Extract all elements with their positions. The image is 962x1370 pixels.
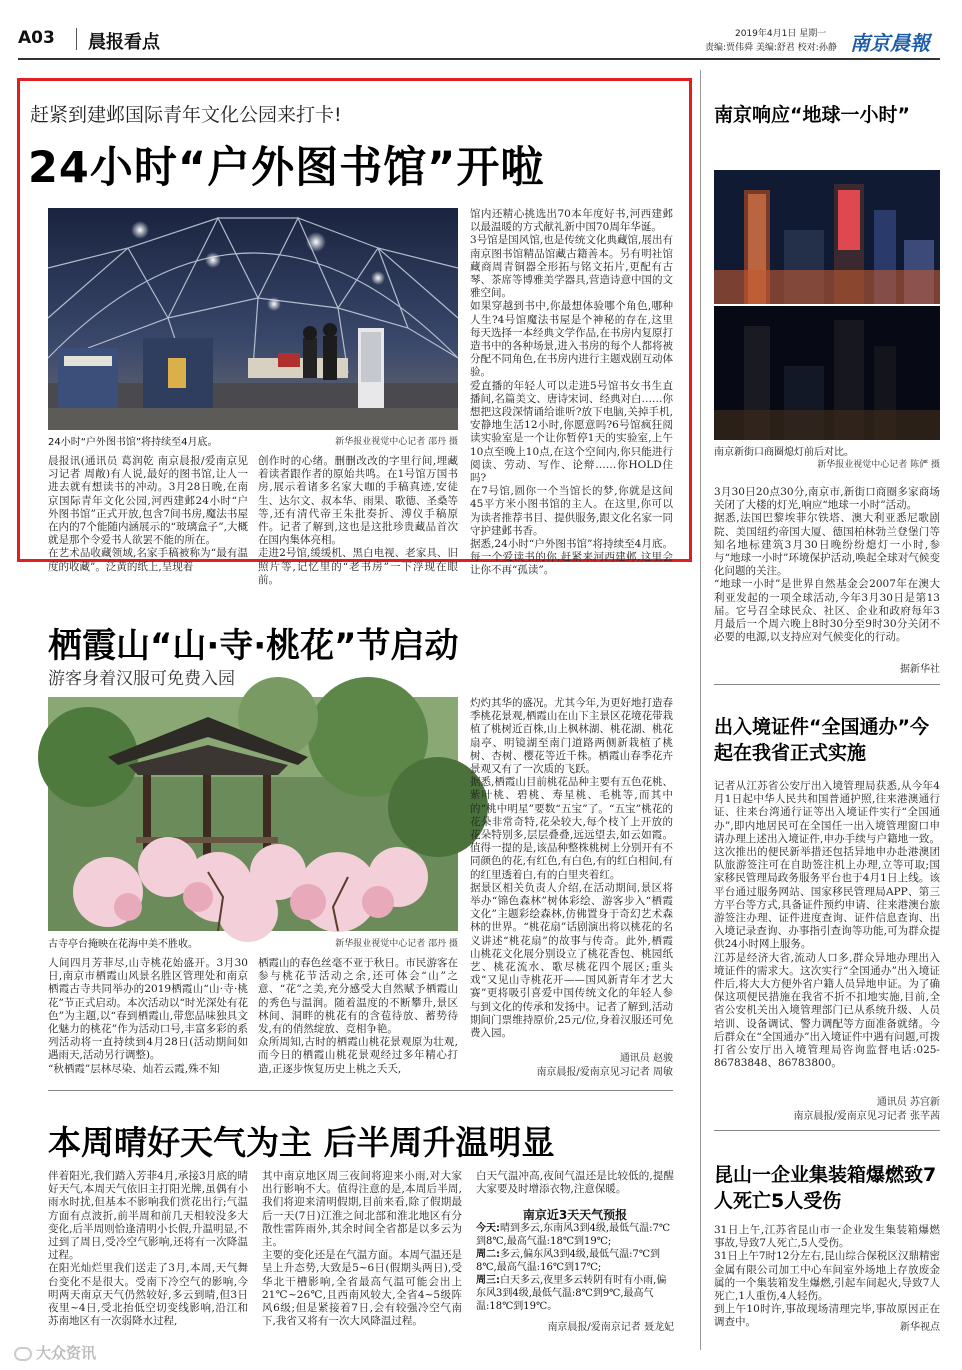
header-rule: [18, 58, 940, 60]
side-divider: [714, 1130, 940, 1131]
qixia-column-right: 灼灼其华的盛况。尤其今年,为更好地打造春季桃花景观,栖霞山在山下主景区花境花带栽植了桃树近百株,山上枫林湖、桃花湖、桃花扇亭、明镜湖至南门道路两侧新栽植了桃树、杏树、樱花等近千株。栖霞山春季花卉景观又有了一次质的飞跃。 据悉,栖霞山目前桃花品种主要有五色花桃、紫叶桃、碧桃、寿星桃、毛桃等,而其中的“桃中明星”要数“五宝”了。“五宝”桃花的花朵非常奇特,花朵较大,每个枝丫上开放的花朵特别多,层层叠叠,远远望去,如云如霞。值得一提的是,该品种整株桃树上分别开有不同颜色的花,有红色,有白色,有的红白相间,有的红里透着白,有的白里夹着红。 据景区相关负责人介绍,在活动期间,景区将举办“锦色森林”树体彩绘、游客步入“栖霞文化”主题彩绘森林,仿佛置身于奇幻艺术森林的世界。“桃花扇”话剧演出将以桃花的名义讲述“桃花扇”的故事与传奇。此外,栖霞山桃花文化展分别设立了桃花香包、桃园纸艺、桃花流水、歌尽桃花四个展区;重头戏“又见山寺桃花开——国风新青年才艺大赛”更将吸引喜爱中国传统文化的年轻人参与到文化的传承和发扬中。记者了解到,活动期间门票维持原价,25元/位,身着汉服还可免费入园。: [470, 697, 673, 1040]
qixia-subtitle: 游客身着汉服可免费入园: [48, 669, 235, 689]
watermark-icon: [14, 1347, 32, 1361]
forecast-item: 周二:多云,偏东风3到4级,最低气温:7℃到8℃,最高气温:16℃到17℃;: [476, 1249, 660, 1273]
side1-body: 3月30日20点30分,南京市,新街口商圈多家商场关闭了大楼的灯光,响应“地球一小时”活动。 据悉,法国巴黎埃菲尔铁塔、澳大利亚悉尼歌剧院、美国纽约帝国大厦、德国柏林勃兰登堡门等知名地标建筑3月30日晚纷纷熄灯一小时,参与“地球一小时”环境保护活动,唤起全球对气候变化问题的关注。 “地球一小时”是世界自然基金会2007年在澳大利亚发起的一项全球活动,今年3月30日是第13届。它号召全球民众、社区、企业和政府每年3月最后一个周六晚上8时30分至9时30分关闭不必要的电源,以支持应对气候变化的行动。: [714, 486, 940, 644]
side3-byline: 新华视点: [900, 1322, 940, 1333]
side2-byline-1: 通讯员 苏宫新: [876, 1097, 940, 1108]
side2-byline-2: 南京晨报/爱南京见习记者 张芊茜: [793, 1111, 940, 1122]
section-name: 晨报看点: [88, 32, 160, 53]
qixia-byline-1: 通讯员 赵骏: [619, 1053, 673, 1064]
side1-photo-credit: 新华报业视觉中心记者 陈俨 摄: [817, 460, 940, 470]
caption-text: 24小时“户外图书馆”将持续至4月底。: [48, 437, 218, 448]
caption-text: 古寺亭台掩映在花海中美不胜收。: [48, 939, 198, 950]
qixia-photo-caption: [48, 935, 458, 950]
lead-title: 24小时“户外图书馆”开啦: [28, 143, 545, 193]
section-divider: [48, 1090, 673, 1091]
page-number: A03: [18, 28, 55, 48]
forecast-title: 南京近3天天气预报: [522, 1208, 628, 1222]
qixia-photo: [48, 697, 458, 931]
lead-column-right: 馆内还精心挑选出70本年度好书,河西建邺以最温暖的方式献礼新中国70周年华诞。 3号馆是国风馆,也是传统文化典藏馆,展出有南京图书馆精品馆藏古籍善本。另有明社馆藏商周青铜器全形拓与铭文拓片,更配有古琴、茶席等博雅美学器具,营造诗意中国的文雅空间。 如果穿越到书中,你最想体验哪个角色,哪种人生?4号馆魔法书屋是个神秘的存在,这里每天选择一本经典文学作品,在书房内复原打造书中的各种场景,进入书房的每个人都将被分配不同角色,在书房内进行主题戏剧互动体验。 爱直播的年轻人可以走进5号馆书女书生直播间,名篇美文、唐诗宋词、经典对白……你想把这段深情诵给谁听?放下电脑,关掉手机,安静地生活12小时,你愿意吗?6号馆疯狂阅读实验室是一个让你暂停1天的实验室,上午10点至晚上10点,在这个空间内,你只能进行阅读、劳动、写作、论辩……你HOLD住吗? 在7号馆,圆你一个当馆长的梦,你就是这间45平方米小图书馆的主人。在这里,你可以为读者推荐书目、提供服务,跟文化名家一同守护建邺书香。 据悉,24小时“户外图书馆”将持续至4月底。每一个爱读书的你,赶紧来河西建邺,这里会让你不再“孤读”。: [470, 208, 673, 577]
side3-body: 31日上午,江苏省昆山市一企业发生集装箱爆燃事故,导致7人死亡,5人受伤。 31日上午7时12分左右,昆山综合保税区汉鼎精密金属有限公司加工中心车间室外场地上存放废金属的一个集装箱发生爆燃,引起车间起火,导致7人死亡,1人重伤,4人轻伤。 到上午10时许,事故现场清理完毕,事故原因正在调查中。: [714, 1224, 940, 1329]
masthead-logo: 南京晨報: [850, 31, 930, 55]
side1-byline: 据新华社: [900, 664, 940, 675]
column-divider: [700, 70, 701, 1350]
side1-photo: [714, 170, 940, 440]
lead-photo: [48, 208, 458, 430]
qixia-title: 栖霞山“山·寺·桃花”节启动: [48, 626, 459, 666]
weather-title: 本周晴好天气为主 后半周升温明显: [48, 1123, 555, 1162]
weather-column-3: 白天气温冲高,夜间气温还是比较低的,提醒大家要及时增添衣物,注意保暖。: [476, 1170, 674, 1196]
forecast-item: 今天:晴到多云,东南风3到4级,最低气温:7℃到8℃,最高气温:18℃到19℃;: [476, 1223, 670, 1247]
qixia-column-left: 人间四月芳菲尽,山寺桃花始盛开。3月30日,南京市栖霞山风景名胜区管理处和南京栖霞古寺共同举办的2019栖霞山“山·寺·桃花”节正式启动。本次活动以“时光深处有花色”为主题,以“春到栖霞山,带您品味独具文化魅力的桃花”作为活动口号,丰富多彩的系列活动将一直持续到4月28日(活动期间如遇雨天,活动另行调整)。 “秋栖霞”层林尽染、灿若云霞,殊不知: [48, 957, 248, 1075]
weather-column-1: 伴着阳光,我们踏入芳菲4月,承接3月底的晴好天气,本周天气依旧主打阳光牌,虽偶有小雨水时扰,但基本不影响我们赏花出行;气温方面有点波折,前半周和前几天相较没多大变化,后半周则恰逢清明小长假,升温明显,不过到了周日,受冷空气影响,还将有一次降温过程。 在阳光灿烂里我们送走了3月,本周,天气舞台变化不是很大。受南下冷空气的影响,今明两天南京天气仍然较好,多云到晴,但3日夜里~4日,受北抬低空切变线影响,沿江和苏南地区有一次弱降水过程,: [48, 1170, 248, 1328]
watermark: 大众资讯: [14, 1342, 96, 1363]
forecast-list: [476, 1222, 674, 1313]
side1-photo-caption: 南京新街口商圈熄灯前后对比。: [714, 447, 854, 458]
qixia-byline-2: 南京晨报/爱南京见习记者 周敏: [536, 1067, 673, 1078]
side1-title: 南京响应“地球一小时”: [714, 104, 910, 126]
side2-title: 出入境证件“全国通办”今起在我省正式实施: [714, 716, 929, 764]
forecast-item: 周三:白天多云,夜里多云转阴有时有小雨,偏东风3到4级,最低气温:8℃到9℃,最高气温:18℃到19℃。: [476, 1275, 667, 1312]
weather-byline: 南京晨报/爱南京记者 聂龙妃: [547, 1322, 674, 1333]
issue-date: 2019年4月1日 星期一: [735, 29, 827, 39]
header-divider: [76, 28, 77, 50]
lead-photo-caption: [48, 433, 458, 448]
side2-body: 记者从江苏省公安厅出入境管理局获悉,从今年4月1日起中华人民共和国普通护照,往来港澳通行证、往来台湾通行证等出入境证件实行“全国通办”,即内地居民可在全国任一出入境管理窗口申请办理上述出入境证件,申办手续与户籍地一致。这次推出的便民新举措还包括异地申办赴港澳团队旅游签注可在自助签注机上办理,立等可取;国家移民管理局政务服务平台也于4月1日上线。该平台通过服务网站、国家移民管理局APP、第三方平台等方式,具备证件预约申请、往来港澳台旅游签注办理、证件进度查询、证件信息查询、出入境记录查询、办事指引查询等功能,可为群众提供24小时网上服务。 江苏是经济大省,流动人口多,群众异地办理出入境证件的需求大。这次实行“全国通办”出入境证件后,将大大方便外省户籍人员异地申证。为了确保这项便民措施在我省不折不扣地实施,目前,全省公安机关出入境管理部门已从系统升级、人员培训、设备调试、警力调配等方面准备就绪。今后群众在“全国通办”出入境证件中遇有问题,可拨打省公安厅出入境管理局咨询监督电话:025-86783848、86783800。: [714, 780, 940, 1070]
photo-credit: 新华报业视觉中心记者 邵丹 摄: [335, 437, 458, 447]
lead-column-left: 晨报讯(通讯员 葛润乾 南京晨报/爱南京见习记者 周敞)有人说,最好的图书馆,让人一进去就有想读书的冲动。3月28日晚,在南京国际青年文化公园,河西建邺24小时“户外图书馆”正式开放,包含7间书房,魔法书屋在内的7个能随内涵展示的“玻璃盒子”,大概就是那个令爱书人欲罢不能的所在。 在艺术品收藏领域,名家手稿被称为“最有温度的收藏”。泛黄的纸上,呈现着: [48, 455, 248, 573]
lead-column-mid: 创作时的心绪。删删改改的字里行间,埋藏着读者跟作者的原始共鸣。在1号馆万国书房,展示着诸多名家大咖的手稿真迹,安徒生、达尔文、叔本华、雨果、歌德、圣桑等等,还有清代帝王朱批奏折、溥仪手稿原件。记者了解到,这也是这批珍贵藏品首次在国内集体亮相。 走进2号馆,缓缓机、黑白电视、老家具、旧照片等,记忆里的“老书房”一下浮现在眼前。: [258, 455, 458, 586]
lead-kicker: 赶紧到建邺国际青年文化公园来打卡!: [30, 104, 342, 126]
staff-credits: 责编:贾伟舜 美编:舒君 校对:孙静: [705, 43, 837, 53]
photo-credit: 新华报业视觉中心记者 邵丹 摄: [335, 939, 458, 949]
weather-column-2: 其中南京地区周三夜间将迎来小雨,对大家出行影响不大。值得注意的是,本周后半周,我们将迎来清明假期,目前来看,除了假期最后一天(7日)江淮之间北部和淮北地区有分散性雷阵雨外,其余时间全省都是以多云为主。 主要的变化还是在气温方面。本周气温还是呈上升态势,大致是5~6日(假期头两日),受华北干槽影响,全省最高气温可能会出上21℃~26℃,且西南风较大,全省4~5级阵风6级;但是紧接着7日,会有较强冷空气南下,我省又将有一次大风降温过程。: [262, 1170, 462, 1328]
side3-title: 昆山一企业集装箱爆燃致7人死亡5人受伤: [714, 1164, 937, 1212]
qixia-column-mid: 栖霞山的春色丝毫不亚于秋日。市民游客在参与桃花节活动之余,还可体会“山”之意、“花”之美,充分感受大自然赋予栖霞山的秀色与温润。随着温度的不断攀升,景区林间、洞畔的桃花有的含苞待放、蓄势待发,有的俏然绽放、竞相争艳。 众所周知,古时的栖霞山桃花景观原为壮观,而今日的栖霞山桃花景观经过多年精心打造,正逐步恢复历史上桃之夭夭,: [258, 957, 458, 1075]
side-divider: [714, 684, 940, 685]
